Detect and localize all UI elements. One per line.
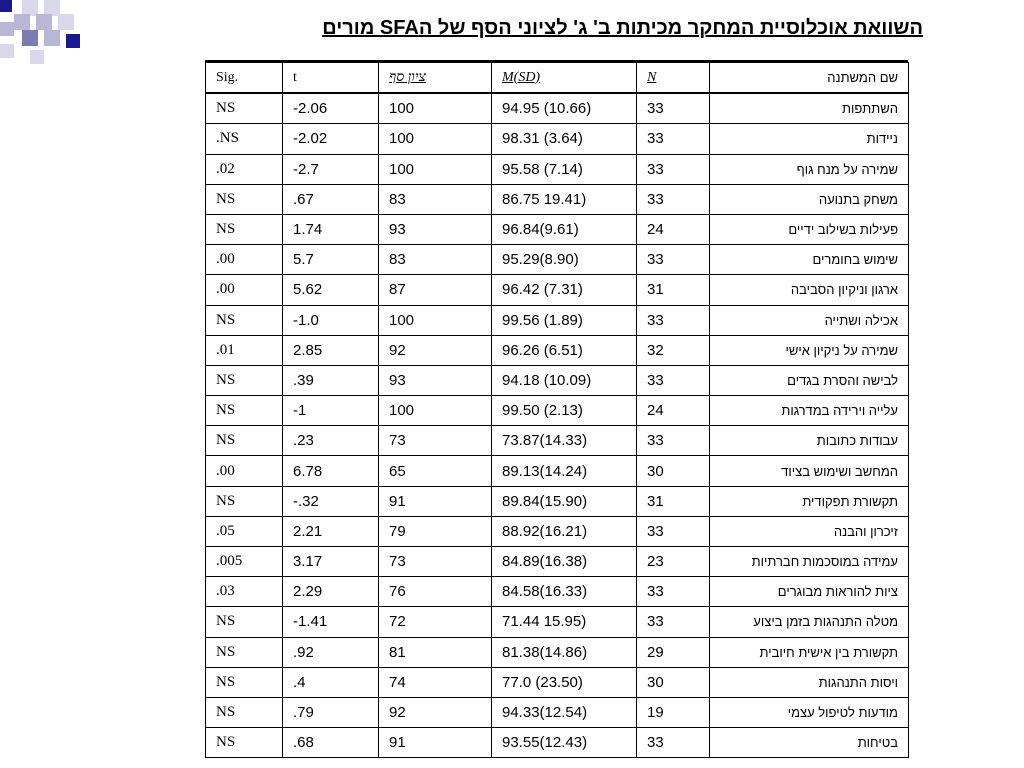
cell-mean-sd: 71.44 15.95) [492,607,637,637]
table-row [206,456,909,486]
table-row [206,365,909,395]
cell-n: 31 [637,275,710,305]
cell-variable-name: שמירה על מנח גוף [710,154,909,184]
cell-t: 6.78 [283,456,379,486]
slide-title: השוואת אוכלוסיית המחקר מכיתות ב' ג' לציוני הסף של הSFA מורים [322,17,923,39]
cell-n: 23 [637,547,710,577]
table-row [206,184,909,214]
cell-t: .67 [283,184,379,214]
cell-threshold: 91 [379,728,492,758]
cell-mean-sd: 88.92(16.21) [492,516,637,546]
table-row [206,577,909,607]
cell-n: 33 [637,728,710,758]
cell-variable-name: זיכרון והבנה [710,516,909,546]
cell-threshold: 92 [379,697,492,727]
cell-sig: .02 [206,154,283,184]
cell-threshold: 83 [379,245,492,275]
cell-mean-sd: 84.58(16.33) [492,577,637,607]
cell-threshold: 72 [379,607,492,637]
deco-square [66,34,80,48]
cell-sig: .01 [206,335,283,365]
deco-square [36,14,52,30]
cell-t: -2.02 [283,124,379,154]
cell-threshold: 76 [379,577,492,607]
data-table-container [205,60,908,758]
cell-t: 3.17 [283,547,379,577]
cell-n: 24 [637,214,710,244]
table-row [206,93,909,124]
table-row [206,547,909,577]
cell-variable-name: פעילות בשילוב ידיים [710,214,909,244]
cell-variable-name: בטיחות [710,728,909,758]
cell-mean-sd: 95.58 (7.14) [492,154,637,184]
deco-square [58,14,74,30]
cell-n: 32 [637,335,710,365]
cell-t: 1.74 [283,214,379,244]
cell-threshold: 73 [379,547,492,577]
header-variable-name: שם המשתנה [710,63,909,94]
cell-sig: .00 [206,456,283,486]
cell-threshold: 81 [379,637,492,667]
cell-threshold: 74 [379,667,492,697]
cell-n: 33 [637,305,710,335]
cell-sig: NS [206,396,283,426]
cell-sig: NS [206,93,283,124]
cell-threshold: 83 [379,184,492,214]
cell-sig: NS [206,607,283,637]
cell-n: 33 [637,607,710,637]
cell-t: -1 [283,396,379,426]
cell-sig: .005 [206,547,283,577]
cell-mean-sd: 89.13(14.24) [492,456,637,486]
cell-variable-name: ניידות [710,124,909,154]
cell-threshold: 93 [379,365,492,395]
cell-n: 33 [637,184,710,214]
cell-sig: .05 [206,516,283,546]
table-row [206,124,909,154]
cell-mean-sd: 86.75 19.41) [492,184,637,214]
cell-n: 31 [637,486,710,516]
cell-t: 2.85 [283,335,379,365]
cell-variable-name: המחשב ושימוש בציוד [710,456,909,486]
deco-square [0,44,14,58]
deco-square [44,30,60,46]
header-mean-sd: M(SD) [492,63,637,94]
cell-t: .4 [283,667,379,697]
cell-threshold: 100 [379,305,492,335]
cell-n: 33 [637,93,710,124]
cell-t: 2.29 [283,577,379,607]
cell-t: .23 [283,426,379,456]
cell-mean-sd: 96.42 (7.31) [492,275,637,305]
table-row [206,637,909,667]
cell-mean-sd: 93.55(12.43) [492,728,637,758]
cell-mean-sd: 95.29(8.90) [492,245,637,275]
table-row [206,516,909,546]
cell-n: 30 [637,456,710,486]
cell-n: 30 [637,667,710,697]
cell-mean-sd: 96.84(9.61) [492,214,637,244]
table-row [206,275,909,305]
cell-mean-sd: 99.56 (1.89) [492,305,637,335]
cell-threshold: 73 [379,426,492,456]
cell-variable-name: עמידה במוסכמות חברתיות [710,547,909,577]
cell-variable-name: ויסות התנהגות [710,667,909,697]
header-threshold: ציון סף [379,63,492,94]
cell-sig: .NS [206,124,283,154]
cell-n: 24 [637,396,710,426]
cell-threshold: 65 [379,456,492,486]
cell-sig: NS [206,214,283,244]
cell-n: 33 [637,577,710,607]
header-t: t [283,63,379,94]
cell-variable-name: ארגון וניקיון הסביבה [710,275,909,305]
cell-t: .92 [283,637,379,667]
cell-mean-sd: 99.50 (2.13) [492,396,637,426]
cell-t: -1.0 [283,305,379,335]
cell-mean-sd: 94.95 (10.66) [492,93,637,124]
cell-variable-name: מודעות לטיפול עצמי [710,697,909,727]
table-row [206,607,909,637]
cell-variable-name: תקשורת בין אישית חיובית [710,637,909,667]
deco-square [22,30,38,46]
deco-square [0,0,12,12]
cell-t: .68 [283,728,379,758]
cell-threshold: 100 [379,396,492,426]
cell-variable-name: שימוש בחומרים [710,245,909,275]
cell-mean-sd: 89.84(15.90) [492,486,637,516]
cell-t: 5.62 [283,275,379,305]
cell-variable-name: לבישה והסרת בגדים [710,365,909,395]
cell-variable-name: השתתפות [710,93,909,124]
table-row [206,667,909,697]
cell-variable-name: תקשורת תפקודית [710,486,909,516]
cell-sig: NS [206,184,283,214]
header-n: N [637,63,710,94]
deco-square [14,14,30,30]
table-row [206,697,909,727]
cell-sig: NS [206,365,283,395]
cell-threshold: 100 [379,93,492,124]
cell-mean-sd: 81.38(14.86) [492,637,637,667]
cell-variable-name: עבודות כתובות [710,426,909,456]
cell-variable-name: עלייה וירידה במדרגות [710,396,909,426]
cell-mean-sd: 96.26 (6.51) [492,335,637,365]
cell-variable-name: ציות להוראות מבוגרים [710,577,909,607]
table-row [206,426,909,456]
cell-threshold: 100 [379,154,492,184]
cell-t: 5.7 [283,245,379,275]
table-row [206,214,909,244]
cell-mean-sd: 77.0 (23.50) [492,667,637,697]
comparison-table [205,62,909,758]
cell-variable-name: מטלה התנהגות בזמן ביצוע [710,607,909,637]
deco-square [0,22,14,36]
cell-sig: .00 [206,275,283,305]
cell-sig: .03 [206,577,283,607]
table-row [206,245,909,275]
table-row [206,396,909,426]
cell-n: 33 [637,426,710,456]
cell-t: -.32 [283,486,379,516]
deco-square [30,50,44,64]
table-row [206,728,909,758]
cell-variable-name: משחק בתנועה [710,184,909,214]
cell-variable-name: אכילה ושתייה [710,305,909,335]
cell-sig: NS [206,637,283,667]
cell-t: -2.7 [283,154,379,184]
cell-n: 33 [637,124,710,154]
cell-mean-sd: 73.87(14.33) [492,426,637,456]
cell-sig: NS [206,426,283,456]
table-header-row [206,63,909,94]
cell-sig: NS [206,486,283,516]
cell-mean-sd: 98.31 (3.64) [492,124,637,154]
table-row [206,335,909,365]
cell-n: 19 [637,697,710,727]
cell-n: 29 [637,637,710,667]
table-row [206,154,909,184]
cell-t: -2.06 [283,93,379,124]
cell-mean-sd: 84.89(16.38) [492,547,637,577]
table-row [206,486,909,516]
cell-sig: NS [206,697,283,727]
cell-t: .79 [283,697,379,727]
cell-t: -1.41 [283,607,379,637]
cell-variable-name: שמירה על ניקיון אישי [710,335,909,365]
cell-n: 33 [637,365,710,395]
cell-sig: NS [206,667,283,697]
cell-threshold: 100 [379,124,492,154]
cell-t: 2.21 [283,516,379,546]
cell-mean-sd: 94.18 (10.09) [492,365,637,395]
cell-threshold: 91 [379,486,492,516]
cell-t: .39 [283,365,379,395]
cell-threshold: 93 [379,214,492,244]
header-sig: Sig. [206,63,283,94]
cell-sig: .00 [206,245,283,275]
cell-threshold: 87 [379,275,492,305]
cell-n: 33 [637,516,710,546]
cell-sig: NS [206,305,283,335]
cell-threshold: 92 [379,335,492,365]
cell-n: 33 [637,154,710,184]
cell-threshold: 79 [379,516,492,546]
cell-sig: NS [206,728,283,758]
cell-mean-sd: 94.33(12.54) [492,697,637,727]
cell-n: 33 [637,245,710,275]
table-row [206,305,909,335]
